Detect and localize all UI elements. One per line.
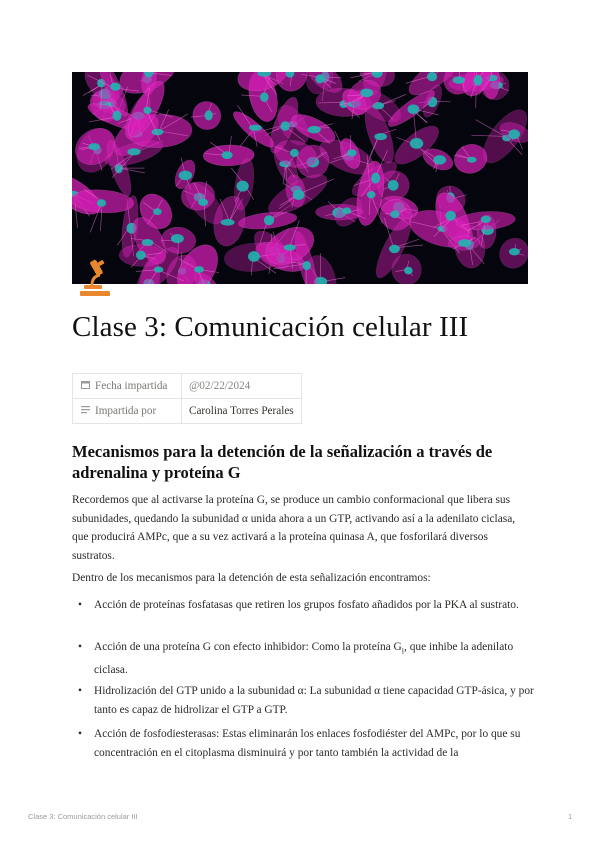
property-row [73, 374, 302, 399]
cells-fluorescence-image [72, 72, 528, 284]
calendar-icon [80, 380, 90, 392]
list-item: • Hidrolización del GTP unido a la subunidad α: La subunidad α tiene capacidad GTP-ásica, y por tanto es capaz de hidrolizar el GTP a GTP. [78, 685, 534, 716]
page-title: Clase 3: Comunicación celular III [72, 311, 469, 343]
property-value: @02/22/2024 [182, 374, 302, 399]
property-label: Impartida por [73, 399, 182, 424]
properties-table [72, 373, 302, 424]
text-lines-icon [80, 405, 90, 417]
paragraph: Dentro de los mecanismos para la detención de esta señalización encontramos: [72, 572, 431, 584]
section-heading: Mecanismos para la detención de la señalización a través de adrenalina y proteína G [72, 442, 493, 482]
list-item: • Acción de una proteína G con efecto inhibidor: Como la proteína $G_i$, que inhibe la adenilato ciclasa. [78, 641, 514, 676]
footer-page-number: 1 [568, 812, 573, 821]
microscope-icon [78, 258, 114, 298]
property-label: Fecha impartida [73, 374, 182, 399]
property-value: Carolina Torres Perales [182, 399, 302, 424]
list-item: • Acción de fosfodiesterasas: Estas eliminarán los enlaces fosfodiéster del AMPc, por lo que su concentración en el citoplasma disminuirá y por tanto también la actividad de la [78, 728, 521, 759]
cover-image [72, 72, 528, 284]
property-row [73, 399, 302, 424]
list-item: • Acción de proteínas fosfatasas que retiren los grupos fosfato añadidos por la PKA al sustrato. [78, 599, 519, 611]
paragraph: Recordemos que al activarse la proteína G, se produce un cambio conformacional que libera sus subunidades, quedando la subunidad α unida ahora a un GTP, activando así a la adenilato ciclasa, que producirá AMPc, que a su vez activará a la proteína quinasa A, que fosforilará diversos sustratos. [72, 494, 516, 562]
footer-title: Clase 3: Comunicación celular III [28, 812, 138, 821]
